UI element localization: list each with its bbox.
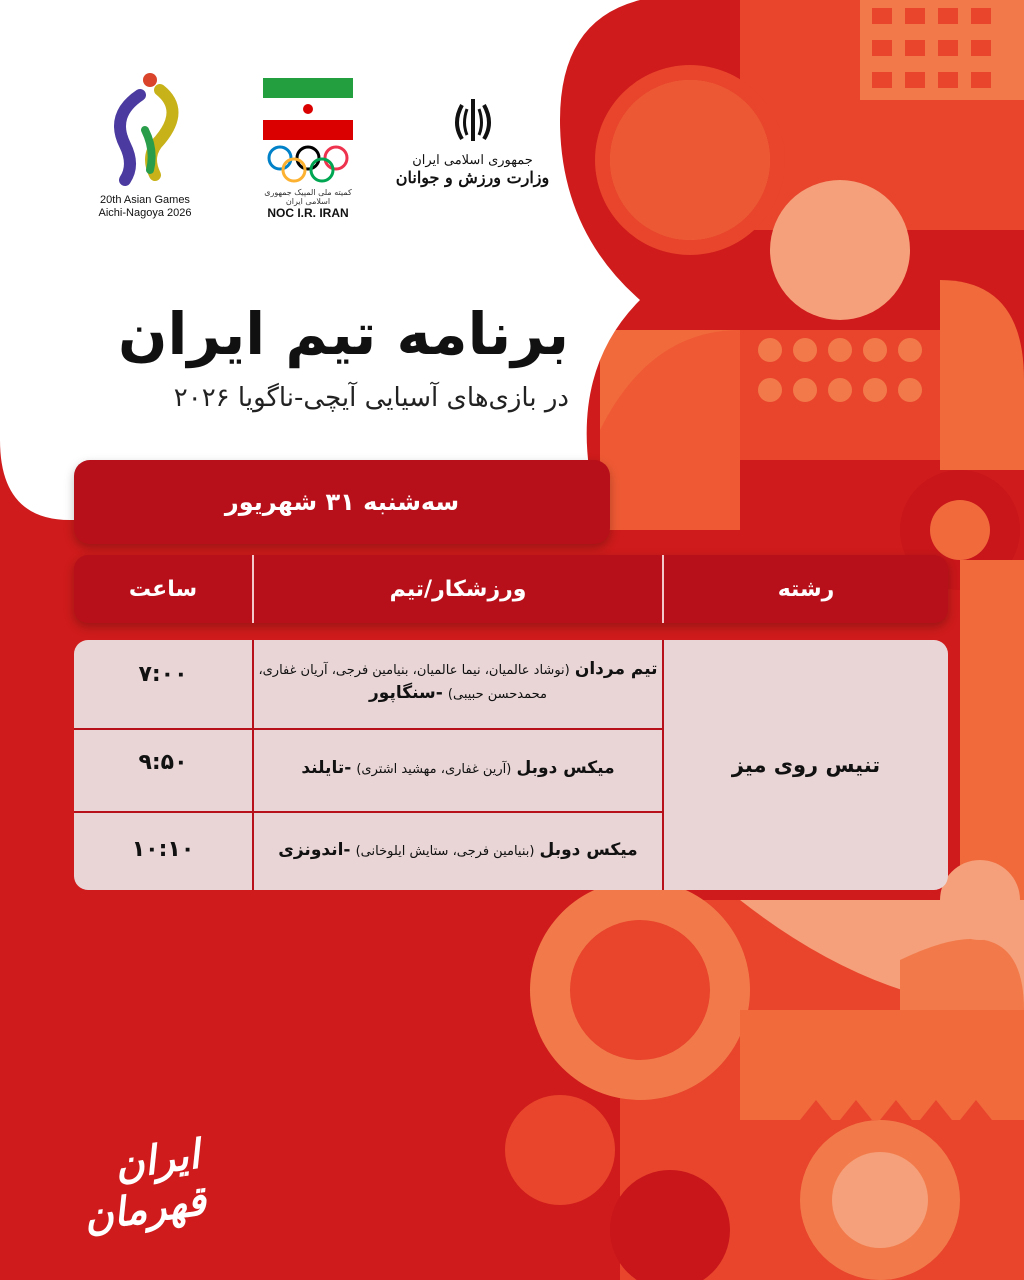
olympic-rings-icon [263, 144, 353, 184]
iran-emblem-icon [448, 95, 498, 145]
date-bar [74, 460, 610, 544]
header-discipline: رشته [777, 576, 835, 602]
row-time: ۷:۰۰ [138, 662, 188, 687]
row-divider [74, 811, 664, 813]
row-opponent: -اندونزی [278, 840, 351, 860]
row-players: (بنیامین فرجی، ستایش ایلوخانی) [355, 844, 535, 859]
noc-persian-label: کمیته ملی المپیک جمهوری اسلامی ایران [264, 188, 352, 206]
asian-games-line1: 20th Asian Games [100, 194, 190, 206]
row-time: ۹:۵۰ [138, 750, 188, 775]
page-subtitle: در بازی‌های آسیایی آیچی-ناگویا ۲۰۲۶ [173, 383, 569, 413]
discipline-cell: تنیس روی میز [731, 753, 881, 777]
date-label: سه‌شنبه ۳۱ شهریور [224, 488, 460, 516]
asian-games-line2: Aichi-Nagoya 2026 [98, 207, 192, 219]
schedule-table [74, 640, 948, 890]
row-time: ۱۰:۱۰ [131, 837, 195, 862]
row-event: تیم مردان [574, 659, 658, 679]
asian-games-emblem-icon [100, 70, 190, 190]
row-divider [74, 728, 664, 730]
noc-iran-logo [258, 78, 358, 228]
table-row [254, 758, 662, 778]
noc-english-label: NOC I.R. IRAN [267, 206, 349, 220]
row-event: میکس دوبل [516, 758, 615, 778]
table-row [254, 658, 662, 706]
row-players: (آرین غفاری، مهشید اشتری) [356, 762, 512, 777]
ministry-logo [390, 95, 555, 225]
header-athlete-team: ورزشکار/تیم [389, 576, 527, 602]
header-time: ساعت [128, 576, 198, 602]
row-opponent: -سنگاپور [369, 683, 443, 703]
ministry-line1: جمهوری اسلامی ایران [412, 153, 533, 168]
asian-games-logo [85, 70, 205, 230]
brand-logo: ایران قهرمان [80, 1130, 209, 1241]
table-row [254, 840, 662, 860]
page-title: برنامه تیم ایران [118, 300, 569, 368]
iran-flag-icon [263, 78, 353, 140]
row-event: میکس دوبل [539, 840, 638, 860]
row-players: (نوشاد عالمیان، نیما عالمیان، بنیامین فرجی، آریان غفاری، محمدحسن حبیبی) [258, 663, 570, 702]
row-opponent: -تایلند [301, 758, 352, 778]
ministry-line2: وزارت ورزش و جوانان [395, 168, 550, 187]
table-header [74, 555, 948, 623]
